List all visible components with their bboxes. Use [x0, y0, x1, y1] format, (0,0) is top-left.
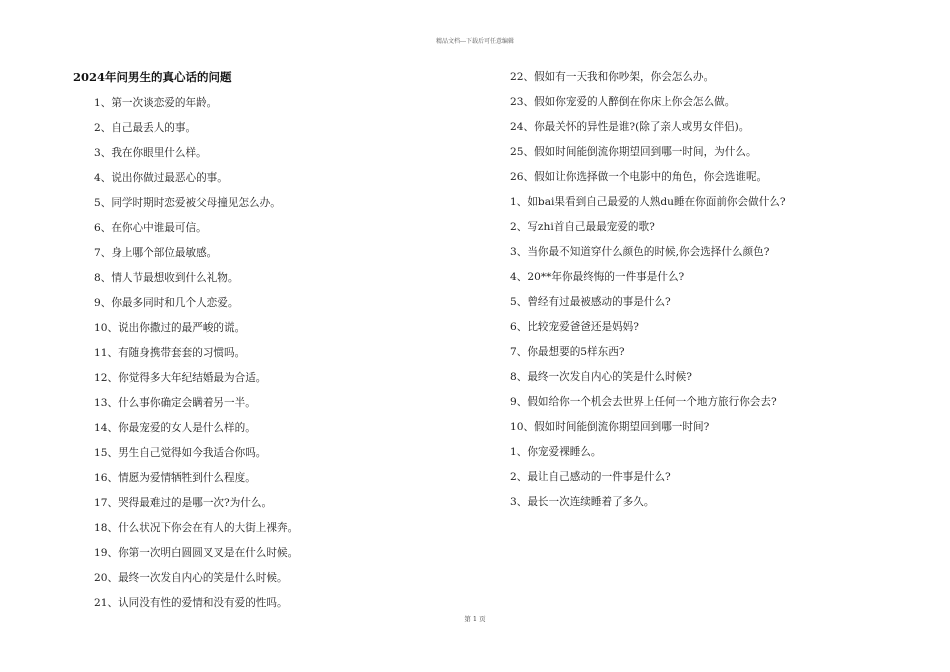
list-item: 1、如bai果看到自己最爱的人熟du睡在你面前你会做什么? — [510, 196, 786, 208]
list-item: 2、写zhi首自己最最宠爱的歌? — [510, 221, 655, 233]
right-question-list — [510, 70, 786, 520]
list-item: 7、你最想要的5样东西? — [510, 346, 625, 358]
list-item: 23、假如你宠爱的人醉倒在你床上你会怎么做。 — [510, 96, 736, 108]
list-item: 19、你第一次明白圆圆叉叉是在什么时候。 — [94, 547, 299, 559]
list-item: 11、有随身携带套套的习惯吗。 — [94, 347, 246, 359]
list-item: 6、在你心中谁最可信。 — [94, 222, 207, 234]
list-item: 20、最终一次发自内心的笑是什么时候。 — [94, 572, 288, 584]
list-item: 18、什么状况下你会在有人的大街上裸奔。 — [94, 522, 299, 534]
list-item: 10、假如时间能倒流你期望回到哪一时间? — [510, 421, 710, 433]
list-item: 1、你宠爱裸睡么。 — [510, 446, 602, 458]
list-item: 3、我在你眼里什么样。 — [94, 147, 207, 159]
list-item: 3、最长一次连续睡着了多久。 — [510, 496, 655, 508]
list-item: 26、假如让你选择做一个电影中的角色，你会选谁呢。 — [510, 171, 768, 183]
list-item: 2、最让自己感动的一件事是什么? — [510, 471, 671, 483]
list-item: 4、20**年你最终悔的一件事是什么? — [510, 271, 685, 283]
list-item: 17、哭得最难过的是哪一次?为什么。 — [94, 497, 273, 509]
list-item: 24、你最关怀的异性是谁?(除了亲人或男女伴侣)。 — [510, 121, 750, 133]
page-header: 精品文档---下载后可任意编辑 — [435, 38, 515, 45]
list-item: 8、最终一次发自内心的笑是什么时候? — [510, 371, 692, 383]
list-item: 6、比较宠爱爸爸还是妈妈? — [510, 321, 639, 333]
list-item: 10、说出你撒过的最严峻的谎。 — [94, 322, 246, 334]
left-question-list — [94, 96, 298, 621]
list-item: 25、假如时间能倒流你期望回到哪一时间，为什么。 — [510, 146, 757, 158]
list-item: 13、什么事你确定会瞒着另一半。 — [94, 397, 256, 409]
list-item: 14、你最宠爱的女人是什么样的。 — [94, 422, 256, 434]
list-item: 21、认同没有性的爱情和没有爱的性吗。 — [94, 597, 288, 609]
list-item: 7、身上哪个部位最敏感。 — [94, 247, 218, 259]
list-item: 5、曾经有过最被感动的事是什么? — [510, 296, 671, 308]
list-item: 9、你最多同时和几个人恋爱。 — [94, 297, 239, 309]
list-item: 8、情人节最想收到什么礼物。 — [94, 272, 239, 284]
list-item: 12、你觉得多大年纪结婚最为合适。 — [94, 372, 267, 384]
document-title: 2024年问男生的真心话的问题 — [73, 70, 232, 84]
list-item: 15、男生自己觉得如今我适合你吗。 — [94, 447, 267, 459]
list-item: 2、自己最丢人的事。 — [94, 122, 197, 134]
list-item: 3、当你最不知道穿什么颜色的时候,你会选择什么颜色? — [510, 246, 770, 258]
list-item: 16、情愿为爱情牺牲到什么程度。 — [94, 472, 256, 484]
page-number: 第 1 页 — [464, 615, 486, 623]
list-item: 9、假如给你一个机会去世界上任何一个地方旅行你会去? — [510, 396, 777, 408]
list-item: 5、同学时期时恋爱被父母撞见怎么办。 — [94, 197, 281, 209]
list-item: 1、第一次谈恋爱的年龄。 — [94, 97, 218, 109]
list-item: 22、假如有一天我和你吵架，你会怎么办。 — [510, 71, 715, 83]
list-item: 4、说出你做过最恶心的事。 — [94, 172, 228, 184]
